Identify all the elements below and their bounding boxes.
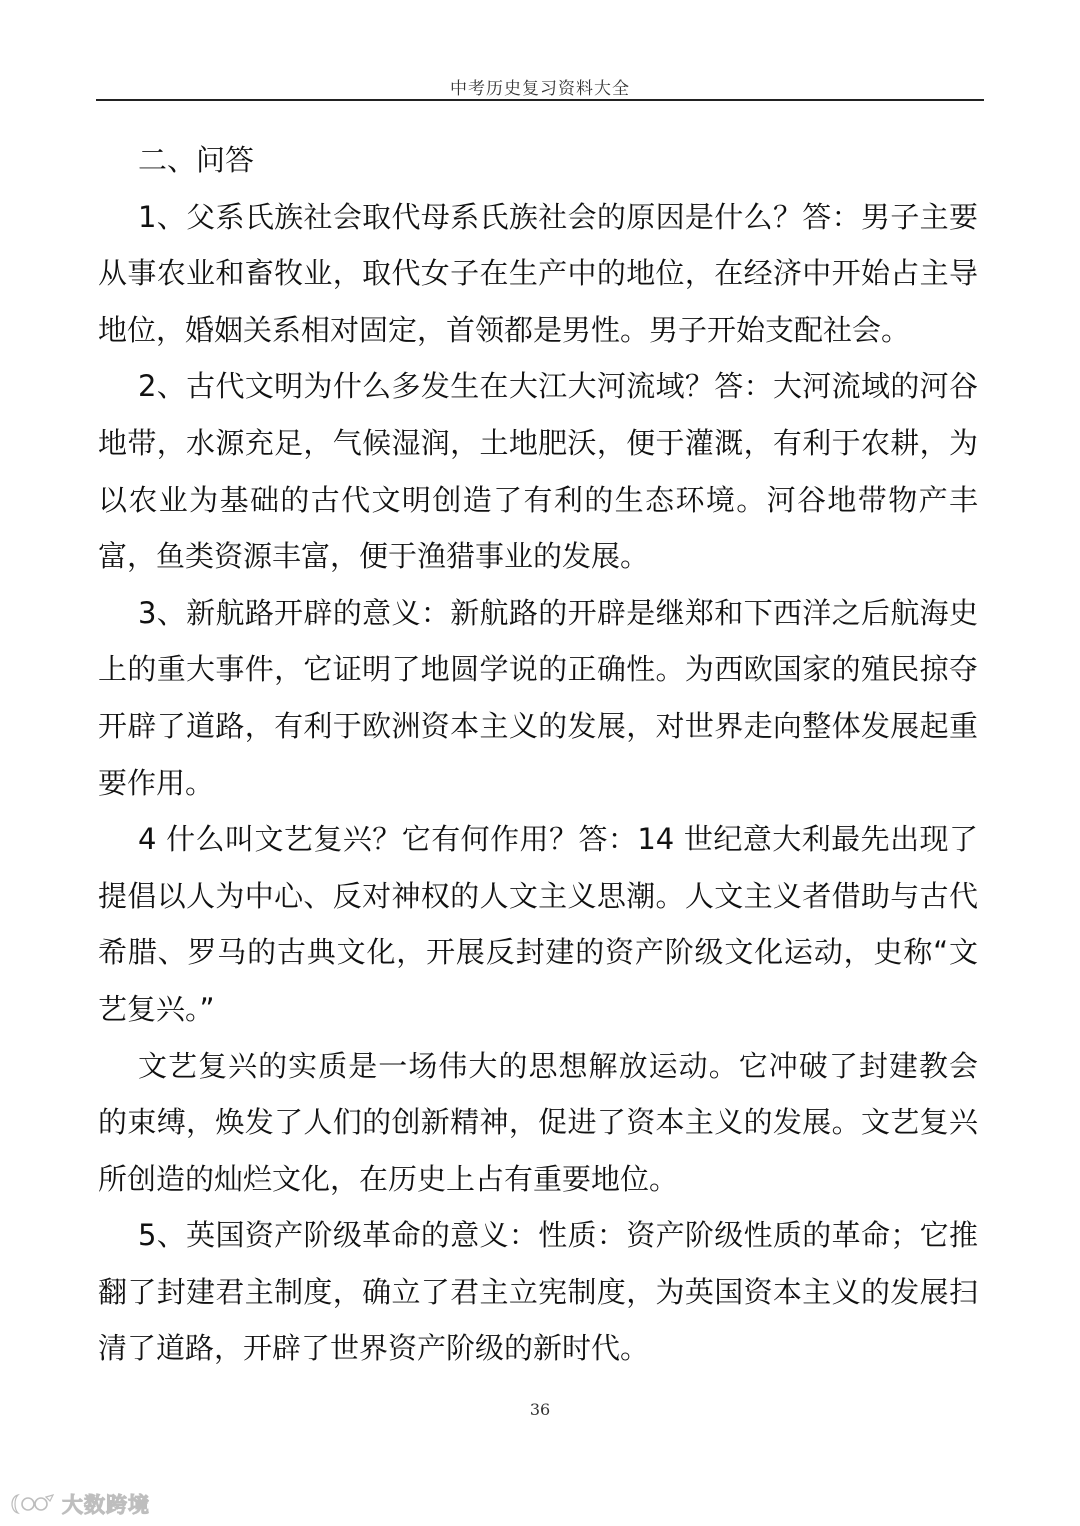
watermark-text: 大数跨境 (62, 1493, 150, 1517)
paragraph-6: 5、英国资产阶级革命的意义：性质：资产阶级性质的革命；它推翻了封建君主制度，确立了君主立宪制度，为英国资本主义的发展扫清了道路，开辟了世界资产阶级的新时代。 (98, 1218, 978, 1366)
header-divider (96, 99, 984, 101)
paragraph-2: 2、古代文明为什么多发生在大江大河流域？答：大河流域的河谷地带，水源充足，气候湿润，土地肥沃，便于灌溉，有利于农耕，为以农业为基础的古代文明创造了有利的生态环境。河谷地带物产丰富，鱼类资源丰富，便于渔猎事业的发展。 (98, 369, 978, 574)
page-number: 36 (529, 1400, 551, 1419)
brand-logo-icon (8, 1491, 56, 1517)
section-title: 二、问答 (138, 143, 255, 177)
paragraph-4: 4 什么叫文艺复兴？它有何作用？答：14 世纪意大利最先出现了提倡以人为中心、反对神权的人文主义思潮。人文主义者借助与古代希腊、罗马的古典文化，开展反封建的资产阶级文化运动，史称“文艺复兴。” (98, 822, 978, 1026)
paragraph-5: 文艺复兴的实质是一场伟大的思想解放运动。它冲破了封建教会的束缚，焕发了人们的创新精神，促进了资本主义的发展。文艺复兴所创造的灿烂文化，在历史上占有重要地位。 (98, 1048, 978, 1196)
paragraph-1: 1、父系氏族社会取代母系氏族社会的原因是什么？答：男子主要从事农业和畜牧业，取代女子在生产中的地位，在经济中开始占主导地位，婚姻关系相对固定，首领都是男性。男子开始支配社会。 (98, 199, 978, 347)
watermark (8, 1488, 150, 1520)
paragraph-3: 3、新航路开辟的意义：新航路的开辟是继郑和下西洋之后航海史上的重大事件，它证明了地圆学说的正确性。为西欧国家的殖民掠夺开辟了道路，有利于欧洲资本主义的发展，对世界走向整体发展起重要作用。 (98, 595, 978, 800)
page-header-title: 中考历史复习资料大全 (450, 79, 630, 99)
document-body (98, 132, 978, 1377)
